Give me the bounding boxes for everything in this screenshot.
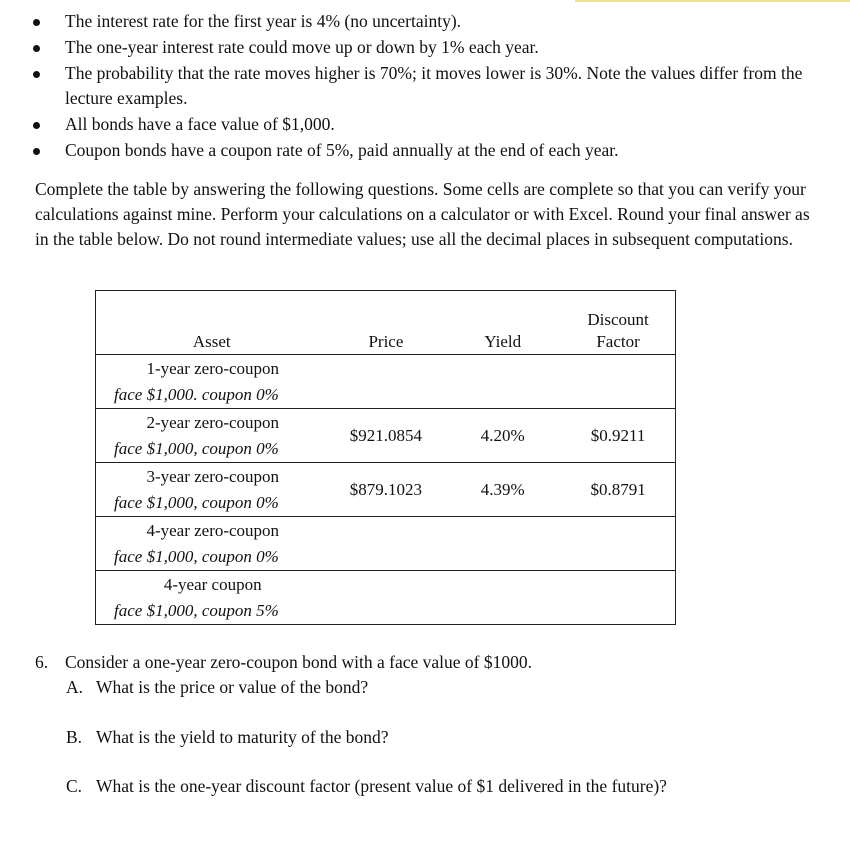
discount-cell — [561, 571, 675, 625]
table-row — [96, 463, 676, 517]
asset-cell: 4-year coupon face $1,000, coupon 5% — [96, 571, 328, 625]
question-number: 6. — [35, 652, 49, 672]
discount-cell — [561, 517, 675, 571]
question-block — [35, 650, 825, 796]
price-cell — [328, 355, 445, 409]
yield-cell: 4.20% — [444, 409, 561, 463]
bullet-item: The interest rate for the first year is 4% (no uncertainty). — [30, 9, 820, 34]
bullet-dot-icon — [33, 148, 40, 155]
asset-cell: 3-year zero-coupon face $1,000, coupon 0% — [96, 463, 328, 517]
bullet-item: All bonds have a face value of $1,000. — [30, 112, 820, 137]
header-discount-factor: Discount Factor — [587, 310, 649, 351]
price-cell — [328, 571, 445, 625]
bullet-item: The one-year interest rate could move up or down by 1% each year. — [30, 35, 820, 60]
table-header-row — [96, 291, 676, 355]
question-text: Consider a one-year zero-coupon bond with a face value of $1000. — [65, 652, 532, 672]
header-asset: Asset — [192, 332, 231, 351]
assumptions-list — [30, 9, 820, 164]
discount-cell — [561, 355, 675, 409]
question-part-a: A. What is the price or value of the bond? — [66, 677, 369, 697]
yield-cell — [444, 571, 561, 625]
question-part-b: B. What is the yield to maturity of the bond? — [66, 727, 389, 747]
yield-cell — [444, 355, 561, 409]
table-row — [96, 517, 676, 571]
discount-cell: $0.8791 — [561, 463, 675, 517]
price-cell — [328, 517, 445, 571]
instructions-paragraph: Complete the table by answering the following questions. Some cells are complete so that you can verify your calculations against mine. Perform your calculations on a calculator or with Excel. Round your final answer as in the table below. Do not round intermediate values; use all the decimal places in subsequent computations. — [35, 179, 810, 249]
question-part-c: C. What is the one-year discount factor (present value of $1 delivered in the future)? — [66, 776, 667, 796]
bullet-dot-icon — [33, 122, 40, 129]
asset-cell: 2-year zero-coupon face $1,000, coupon 0% — [96, 409, 328, 463]
asset-cell: 4-year zero-coupon face $1,000, coupon 0% — [96, 517, 328, 571]
bullet-dot-icon — [33, 19, 40, 26]
top-highlight-line — [575, 0, 850, 2]
bullet-item: Coupon bonds have a coupon rate of 5%, paid annually at the end of each year. — [30, 138, 820, 163]
price-cell: $921.0854 — [328, 409, 445, 463]
bullet-dot-icon — [33, 45, 40, 52]
table-row — [96, 409, 676, 463]
bullet-item: The probability that the rate moves higher is 70%; it moves lower is 30%. Note the values differ from the lecture examples. — [30, 61, 820, 111]
price-cell: $879.1023 — [328, 463, 445, 517]
header-yield: Yield — [484, 332, 522, 351]
question-6 — [35, 650, 825, 675]
bond-table — [95, 290, 676, 625]
table-row — [96, 571, 676, 625]
bullet-dot-icon — [33, 71, 40, 78]
asset-cell: 1-year zero-coupon face $1,000. coupon 0% — [114, 358, 280, 404]
table-row — [96, 355, 676, 409]
discount-cell: $0.9211 — [561, 409, 675, 463]
yield-cell — [444, 517, 561, 571]
yield-cell: 4.39% — [444, 463, 561, 517]
header-price: Price — [368, 332, 404, 351]
